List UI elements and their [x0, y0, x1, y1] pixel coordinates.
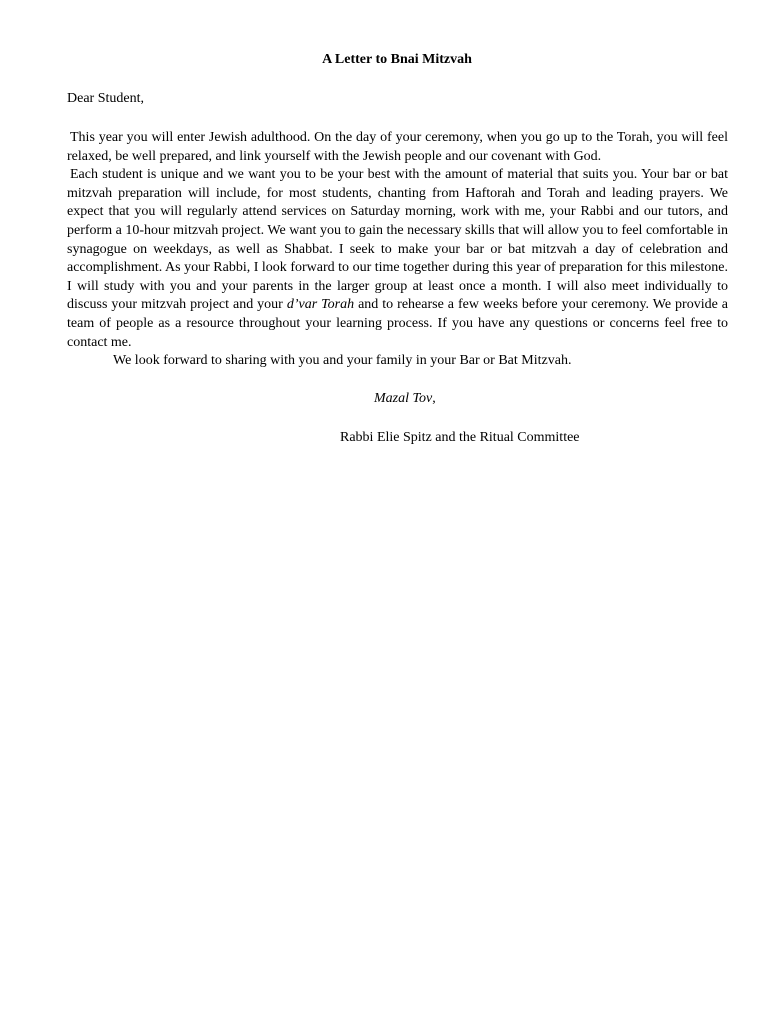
letter-title: A Letter to Bnai Mitzvah — [322, 52, 472, 67]
letter-body — [67, 129, 728, 371]
signature: Rabbi Elie Spitz and the Ritual Committee — [340, 430, 580, 445]
closing-text: Mazal Tov — [374, 391, 433, 406]
closing-line — [374, 390, 436, 408]
paragraph-1: This year you will enter Jewish adulthood. On the day of your ceremony, when you go up to the Torah, you will feel relaxed, be well prepared, and link yourself with the Jewish people and our covenant with God. — [67, 130, 728, 164]
paragraph-2-text-b: and to rehearse a few weeks before your ceremony. We provide a team of people as a resource throughout your learning process. If you have any questions or concerns feel free to contact me. — [67, 297, 729, 350]
closing-punctuation: , — [432, 391, 436, 406]
salutation: Dear Student, — [67, 91, 144, 106]
dvar-torah-term: d’var Torah — [286, 297, 355, 313]
paragraph-3: We look forward to sharing with you and your family in your Bar or Bat Mitzvah. — [113, 353, 572, 369]
paragraph-2 — [67, 166, 728, 352]
paragraph-2-text-a: Each student is unique and we want you to be your best with the amount of material that suits you. Your bar or bat mitzvah preparation will include, for most students, chanting from Haftorah and Torah and leading prayers. We expect that you will regularly attend services on Saturday morning, work with me, your Rabbi and our tutors, and perform a 10-hour mitzvah project. We want you to gain the necessary skills that will allow you to feel comfortable in synagogue on weekdays, as well as Shabbat. I seek to make your bar or bat mitzvah a day of celebration and accomplishment. As your Rabbi, I look forward to our time together during this year of preparation for this milestone. I will study with you and your parents in the larger group at least once a month. I will also meet individually to discuss your mitzvah project and your — [67, 167, 728, 313]
